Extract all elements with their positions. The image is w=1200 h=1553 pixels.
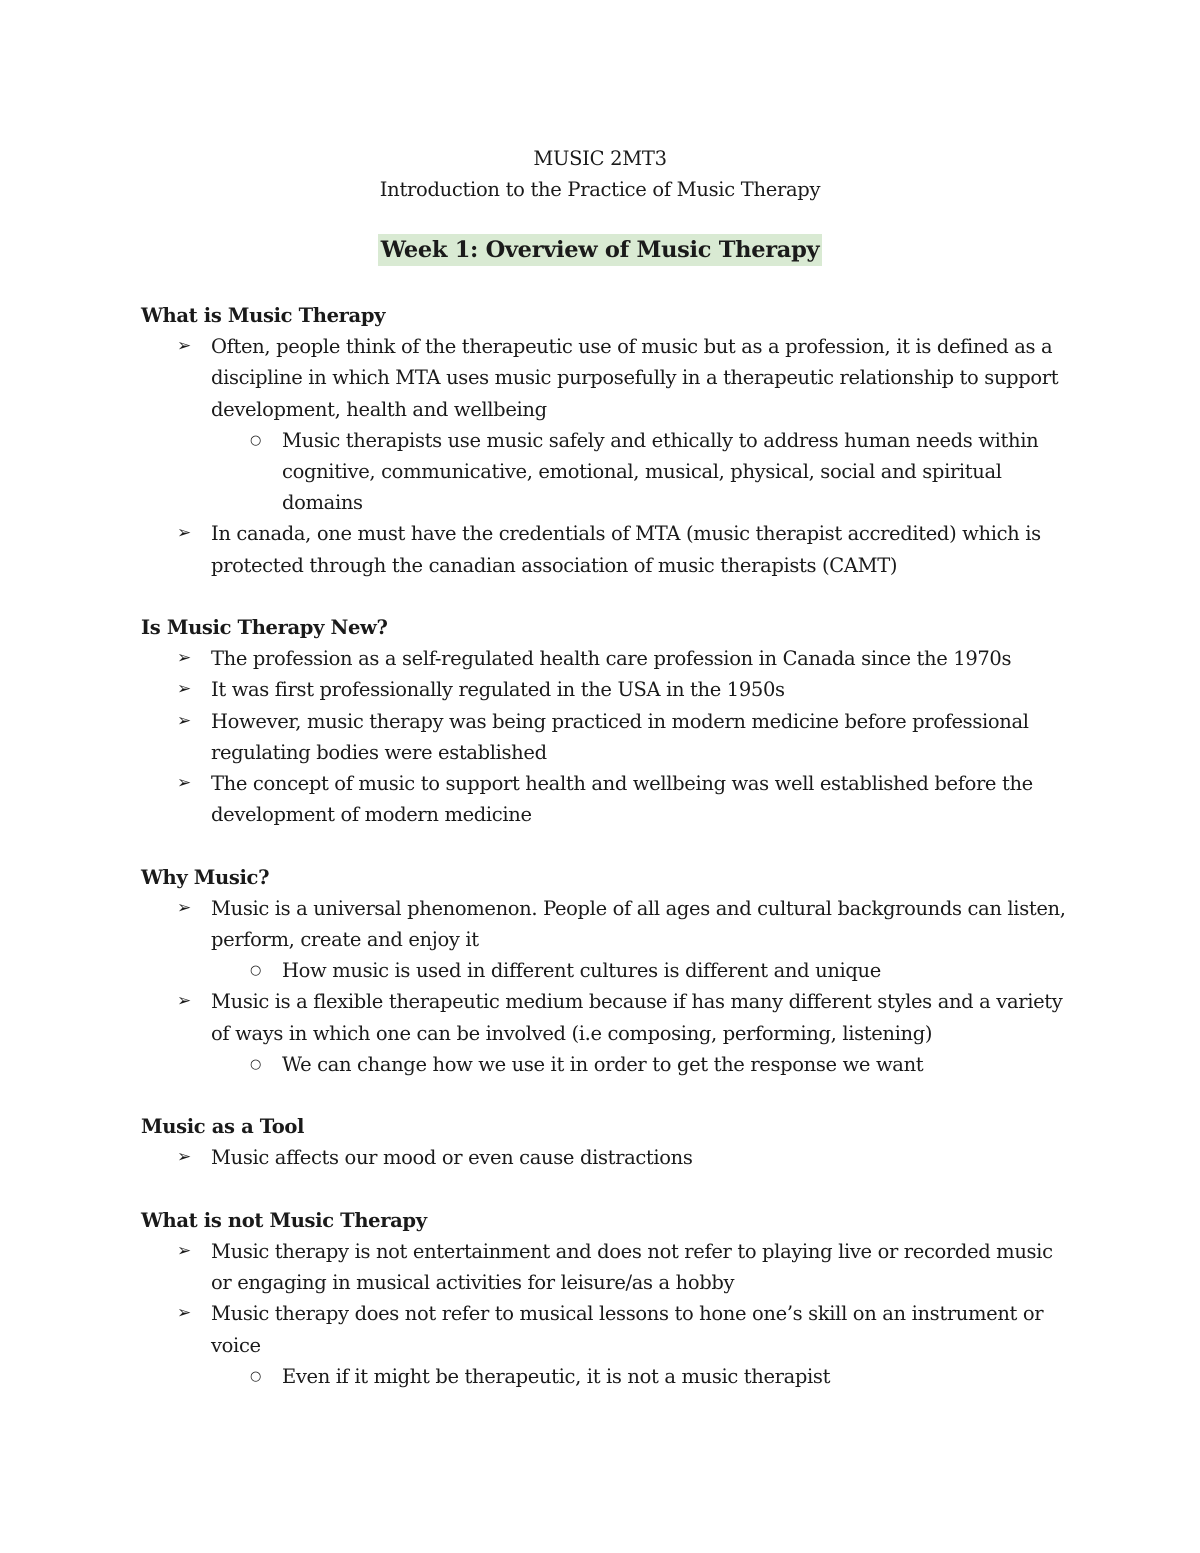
bullet-text: The profession as a self-regulated health care profession in Canada since the 1970s [211,647,1012,671]
bullet-text: However, music therapy was being practiced in modern medicine before professional regulating bodies were established [211,709,1029,764]
bullet-item [141,706,1071,768]
bullet-item [141,1142,1071,1173]
bullet-text: Even if it might be therapeutic, it is not a music therapist [282,1364,831,1388]
arrow-bullet-icon: ➢ [177,1147,191,1168]
arrow-bullet-icon: ➢ [177,1303,191,1324]
section [141,300,1071,581]
circle-bullet-icon: ○ [250,1056,261,1072]
section [141,1111,1071,1173]
section-heading: Why Music? [141,865,270,889]
arrow-bullet-icon: ➢ [177,710,191,731]
week-title-container [0,234,1200,266]
bullet-text: We can change how we use it in order to get the response we want [282,1052,924,1076]
bullet-item [141,768,1071,830]
sub-bullet-item [141,425,1071,519]
arrow-bullet-icon: ➢ [177,336,191,357]
bullet-text: It was first professionally regulated in the USA in the 1950s [211,678,785,702]
week-title: Week 1: Overview of Music Therapy [378,234,823,266]
bullet-item [141,986,1071,1048]
bullet-text: Music therapists use music safely and ethically to address human needs within cognitive, communicative, emotional, musical, physical, social and spiritual domains [282,428,1039,515]
bullet-text: Music therapy does not refer to musical lessons to hone one’s skill on an instrument or voice [211,1302,1044,1357]
arrow-bullet-icon: ➢ [177,523,191,544]
sub-bullet-item [141,1361,1071,1392]
bullet-text: Music therapy is not entertainment and does not refer to playing live or recorded music or engaging in musical activities for leisure/as a hobby [211,1239,1053,1295]
section-heading: What is Music Therapy [141,304,386,327]
circle-bullet-icon: ○ [250,963,261,979]
bullet-item [141,1298,1071,1360]
arrow-bullet-icon: ➢ [177,897,191,918]
bullet-item [141,331,1071,425]
bullet-text: Music is a universal phenomenon. People of all ages and cultural backgrounds can listen, perform, create and enjoy it [211,896,1066,951]
circle-bullet-icon: ○ [250,432,261,448]
bullet-item [141,643,1071,674]
bullet-text: How music is used in different cultures is different and unique [282,959,881,983]
bullet-text: The concept of music to support health and wellbeing was well established before the development of modern medicine [211,772,1033,827]
arrow-bullet-icon: ➢ [177,773,191,793]
section-heading: Music as a Tool [141,1115,305,1139]
bullet-item [141,518,1071,580]
arrow-bullet-icon: ➢ [177,648,191,669]
section-heading: Is Music Therapy New? [141,616,388,639]
bullet-text: Music affects our mood or even cause distractions [211,1146,693,1170]
course-code: MUSIC 2MT3 [533,147,667,170]
notes-body [141,300,1071,1423]
bullet-text: Often, people think of the therapeutic use of music but as a profession, it is defined as a discipline in which MTA uses music purposefully in a therapeutic relationship to support development, health and wellbeing [211,335,1059,421]
circle-bullet-icon: ○ [250,1368,261,1384]
bullet-text: In canada, one must have the credentials of MTA (music therapist accredited) which is protected through the canadian association of music therapists (CAMT) [211,522,1041,577]
section [141,862,1071,1080]
sub-bullet-item [141,1049,1071,1080]
arrow-bullet-icon: ➢ [177,679,191,700]
arrow-bullet-icon: ➢ [177,1240,191,1261]
bullet-text: Music is a flexible therapeutic medium because if has many different styles and a variety of ways in which one can be involved (i.e composing, performing, listening) [211,990,1063,1045]
bullet-item [141,1236,1071,1298]
section [141,1205,1071,1392]
bullet-item [141,893,1071,955]
arrow-bullet-icon: ➢ [177,991,191,1012]
document-header [0,143,1200,205]
section-heading: What is not Music Therapy [141,1208,427,1232]
section [141,612,1071,830]
sub-bullet-item [141,955,1071,986]
bullet-item [141,674,1071,705]
course-title: Introduction to the Practice of Music Therapy [379,178,821,201]
